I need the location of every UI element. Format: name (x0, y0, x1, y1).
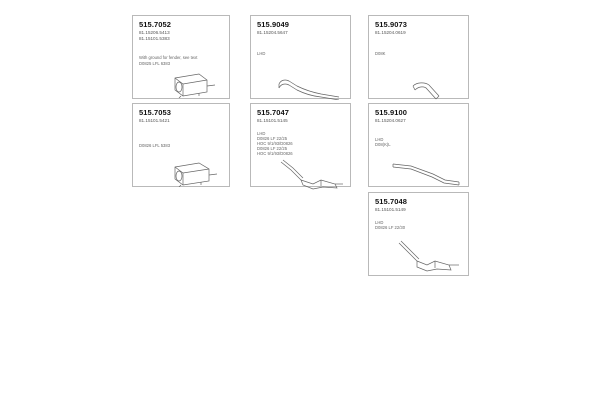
fitment-note: With ground for fender, see text (139, 55, 198, 60)
fitment-note: LHD (375, 220, 384, 225)
muffler-drawing (169, 161, 219, 187)
reference-number: 81.15101.5145 (257, 118, 288, 123)
fitment-note: LHD (375, 137, 384, 142)
tail-pipe-drawing (389, 158, 467, 188)
fitment-note: D0826 LFL 5383 (139, 143, 171, 148)
exhaust-system-drawing (395, 237, 467, 273)
fitment-note: HOC 9/1/93/D0826 (257, 141, 293, 146)
reference-number: 81.15204.0619 (375, 30, 406, 35)
reference-number: 81.15206.5413 (139, 30, 170, 35)
fitment-note: LHD (257, 131, 266, 136)
exhaust-system-drawing (277, 158, 349, 190)
part-card[interactable] (250, 103, 351, 187)
part-card[interactable] (368, 15, 469, 99)
part-card[interactable] (132, 103, 230, 187)
part-card[interactable] (368, 103, 469, 187)
reference-number: 81.15204.0627 (375, 118, 406, 123)
part-number: 515.7047 (257, 108, 290, 117)
part-number: 515.9100 (375, 108, 408, 117)
fitment-note: D0825 LFL 6383 (139, 61, 171, 66)
reference-number: 81.15101.5149 (375, 207, 406, 212)
fitment-note: D08K (375, 51, 386, 56)
fitment-note: D0826 LF 22/25 (257, 136, 288, 141)
fitment-note: LHD (257, 51, 266, 56)
part-card[interactable] (132, 15, 230, 99)
fitment-note: HOC 9/1/93/D0826 (257, 151, 293, 156)
part-number: 515.7053 (139, 108, 172, 117)
reference-number: 81.15101.5421 (139, 118, 170, 123)
fitment-note: D0826 LF 22/30 (375, 225, 406, 230)
fitment-note: D0826 LF 22/25 (257, 146, 288, 151)
fitment-note: D08(K)L (375, 142, 391, 147)
muffler-drawing (169, 72, 217, 98)
part-number: 515.9049 (257, 20, 290, 29)
part-number: 515.9073 (375, 20, 408, 29)
part-number: 515.7048 (375, 197, 408, 206)
part-number: 515.7052 (139, 20, 172, 29)
reference-number: 81.15204.5647 (257, 30, 288, 35)
part-card[interactable] (250, 15, 351, 99)
exhaust-pipe-drawing (275, 66, 347, 100)
bent-pipe-drawing (409, 76, 443, 102)
reference-number: 81.15101.5383 (139, 36, 170, 41)
part-card[interactable] (368, 192, 469, 276)
